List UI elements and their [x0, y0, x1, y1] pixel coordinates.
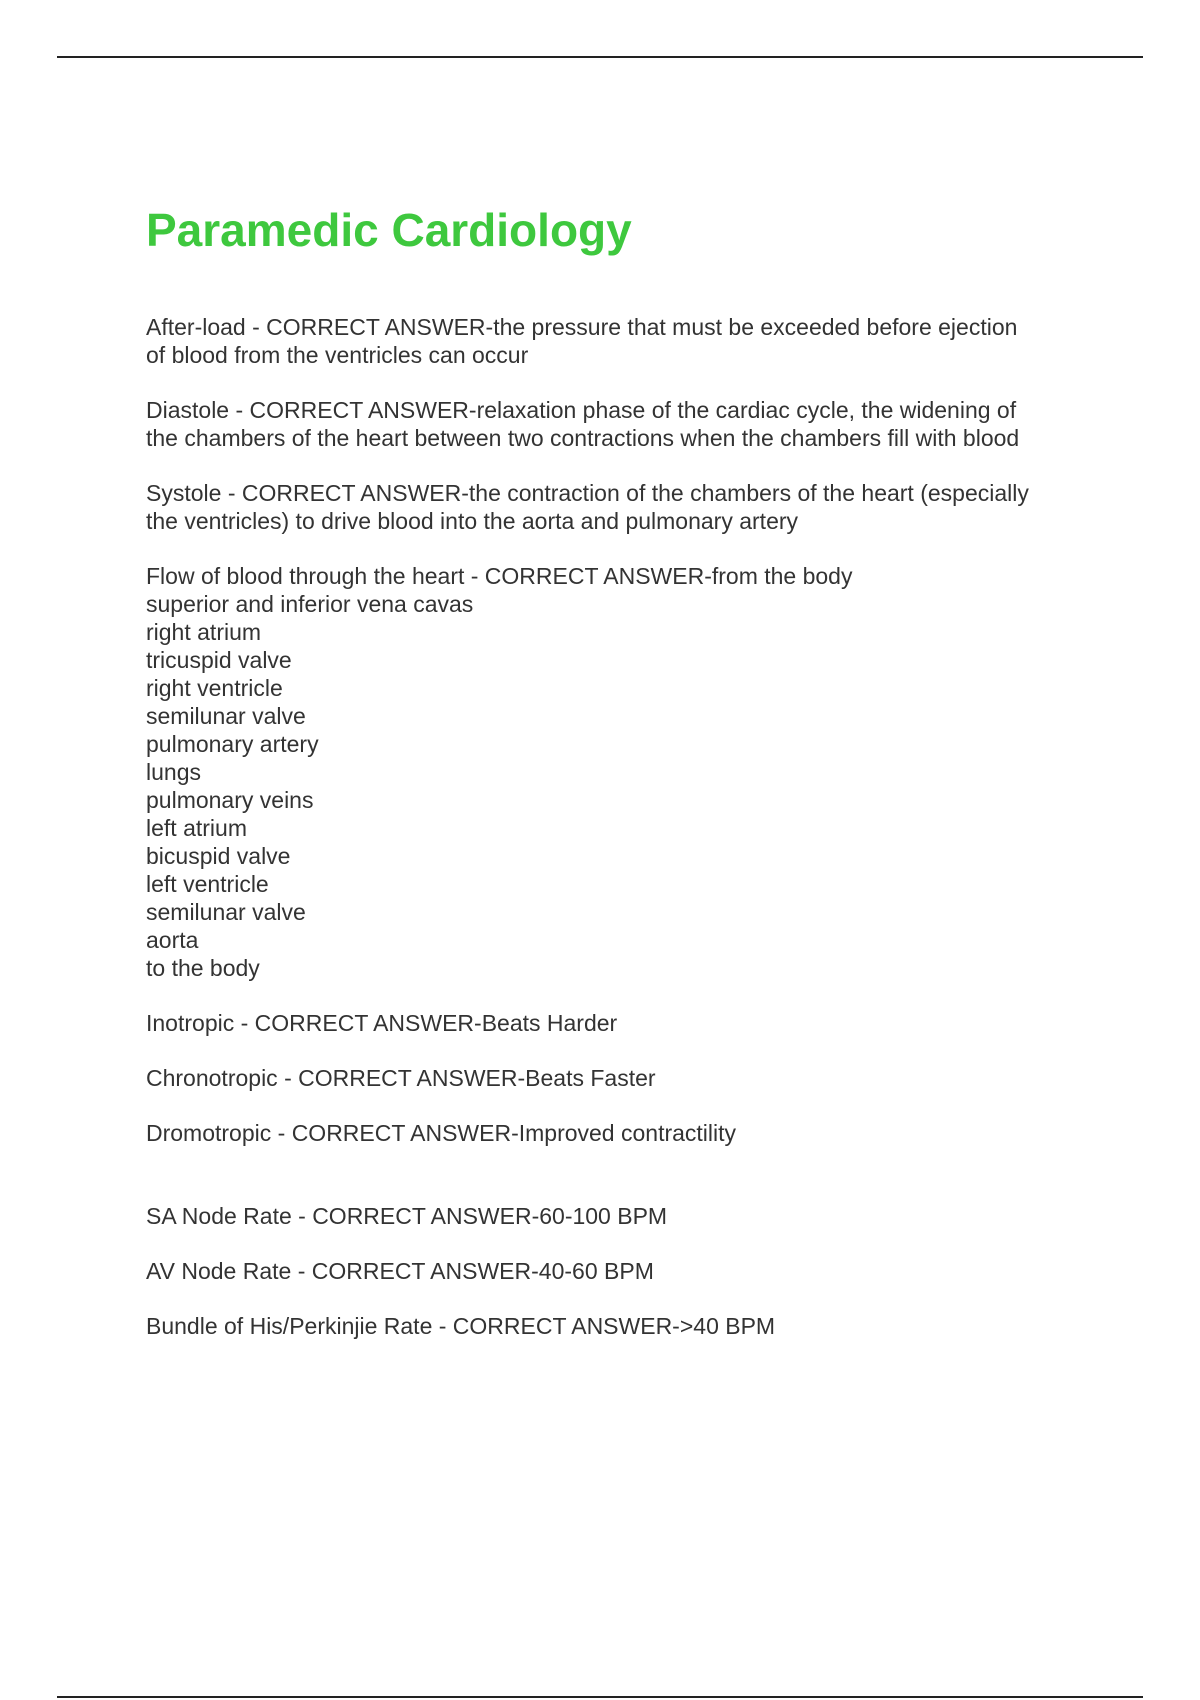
entry-line: right ventricle	[146, 675, 283, 701]
entry-line: semilunar valve	[146, 899, 306, 925]
entry-line: left atrium	[146, 815, 247, 841]
entry-line: to the body	[146, 955, 260, 981]
entry-line: pulmonary artery	[146, 731, 319, 757]
entry-line: AV Node Rate - CORRECT ANSWER-40-60 BPM	[146, 1258, 654, 1284]
entry-line: tricuspid valve	[146, 647, 292, 673]
entry-line: of blood from the ventricles can occur	[146, 342, 529, 368]
flashcard-diastole	[146, 396, 1086, 452]
entry-line: Bundle of His/Perkinjie Rate - CORRECT ANSWER->40 BPM	[146, 1313, 776, 1339]
entry-line: After-load - CORRECT ANSWER-the pressure that must be exceeded before ejection	[146, 314, 1018, 340]
entry-line: Inotropic - CORRECT ANSWER-Beats Harder	[146, 1010, 618, 1036]
entry-line: semilunar valve	[146, 703, 306, 729]
entry-line: superior and inferior vena cavas	[146, 591, 474, 617]
flashcard-inotropic	[146, 1009, 1086, 1037]
entry-line: the chambers of the heart between two contractions when the chambers fill with blood	[146, 425, 1020, 451]
entry-line: left ventricle	[146, 871, 269, 897]
entry-line: Diastole - CORRECT ANSWER-relaxation phase of the cardiac cycle, the widening of	[146, 397, 1017, 423]
entry-line: lungs	[146, 759, 201, 785]
page-title: Paramedic Cardiology	[146, 204, 632, 256]
flashcard-chronotropic	[146, 1064, 1086, 1092]
entry-line: SA Node Rate - CORRECT ANSWER-60-100 BPM	[146, 1203, 668, 1229]
flashcard-systole	[146, 479, 1086, 535]
entry-line: right atrium	[146, 619, 262, 645]
entry-line: bicuspid valve	[146, 843, 291, 869]
flashcard-av-node-rate	[146, 1257, 1086, 1285]
bottom-rule	[57, 1696, 1143, 1698]
entry-line: Systole - CORRECT ANSWER-the contraction of the chambers of the heart (especially	[146, 480, 1029, 506]
flashcard-after-load	[146, 313, 1086, 369]
entry-line: pulmonary veins	[146, 787, 314, 813]
flashcard-bundle-of-his-rate	[146, 1312, 1086, 1340]
top-rule	[57, 56, 1143, 58]
entry-line: Chronotropic - CORRECT ANSWER-Beats Faster	[146, 1065, 656, 1091]
flashcard-blood-flow	[146, 562, 1086, 982]
flashcard-sa-node-rate	[146, 1202, 1086, 1230]
entry-line: Dromotropic - CORRECT ANSWER-Improved contractility	[146, 1120, 737, 1146]
flashcard-dromotropic	[146, 1119, 1086, 1147]
entry-line: the ventricles) to drive blood into the aorta and pulmonary artery	[146, 508, 799, 534]
entry-line: Flow of blood through the heart - CORRECT ANSWER-from the body	[146, 563, 853, 589]
entry-line: aorta	[146, 927, 199, 953]
flashcard-list	[146, 313, 1086, 1367]
